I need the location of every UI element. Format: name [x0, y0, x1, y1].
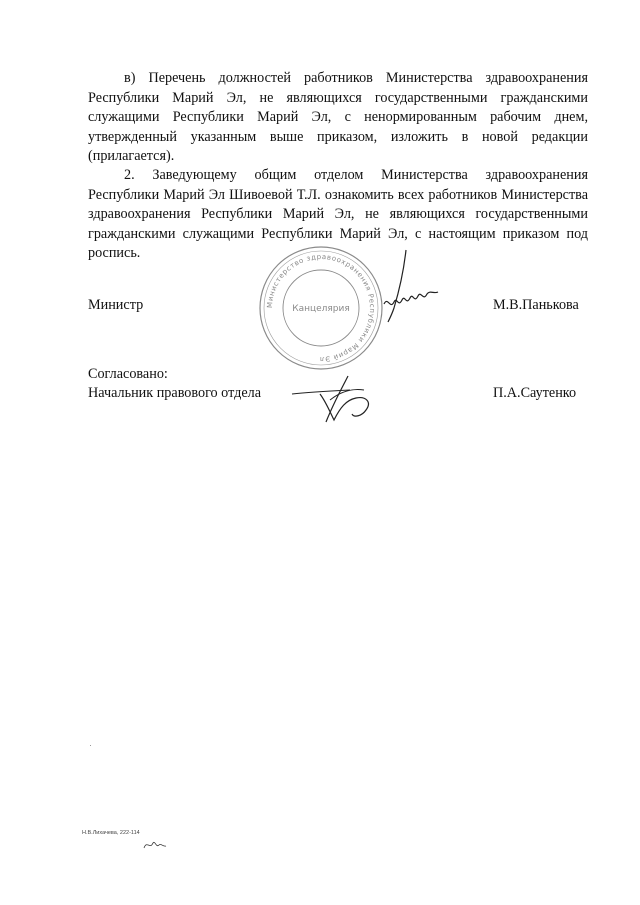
minister-name: М.В.Панькова [493, 297, 579, 313]
legal-head-label: Начальник правового отдела [88, 385, 261, 401]
paragraph-list-item-v: в) Перечень должностей работников Министерства здравоохранения Республики Марий Эл, не являющихся государственными гражданскими служащими Республики Марий Эл, с ненормированным рабочим днем, утвержденный указанным выше приказом, изложить в новой редакции (прилагается). [88, 70, 588, 164]
minister-label: Министр [88, 297, 144, 313]
stamp-ring-text: Министерство здравоохранения Республики Марий Эл [265, 252, 377, 364]
executor-initials-mark [142, 838, 168, 852]
legal-head-signature [290, 372, 390, 426]
stamp-center-text: Канцелярия [292, 304, 350, 314]
executor-note: Н.В.Лихачева, 222-114 [82, 830, 140, 836]
official-stamp [256, 243, 386, 373]
scan-speck [90, 745, 91, 746]
agreed-label: Согласовано: [88, 366, 168, 382]
paragraph-item-2: 2. Заведующему общим отделом Министерства здравоохранения Республики Марий Эл Шивоевой Т.Л. ознакомить всех работников Министерства здравоохранения Республики Марий Эл, не являющихся государственными гражданскими служащими Республики Марий Эл, с настоящим приказом под роспись. [88, 167, 588, 261]
legal-head-name: П.А.Саутенко [493, 385, 577, 401]
minister-signature [378, 248, 448, 326]
